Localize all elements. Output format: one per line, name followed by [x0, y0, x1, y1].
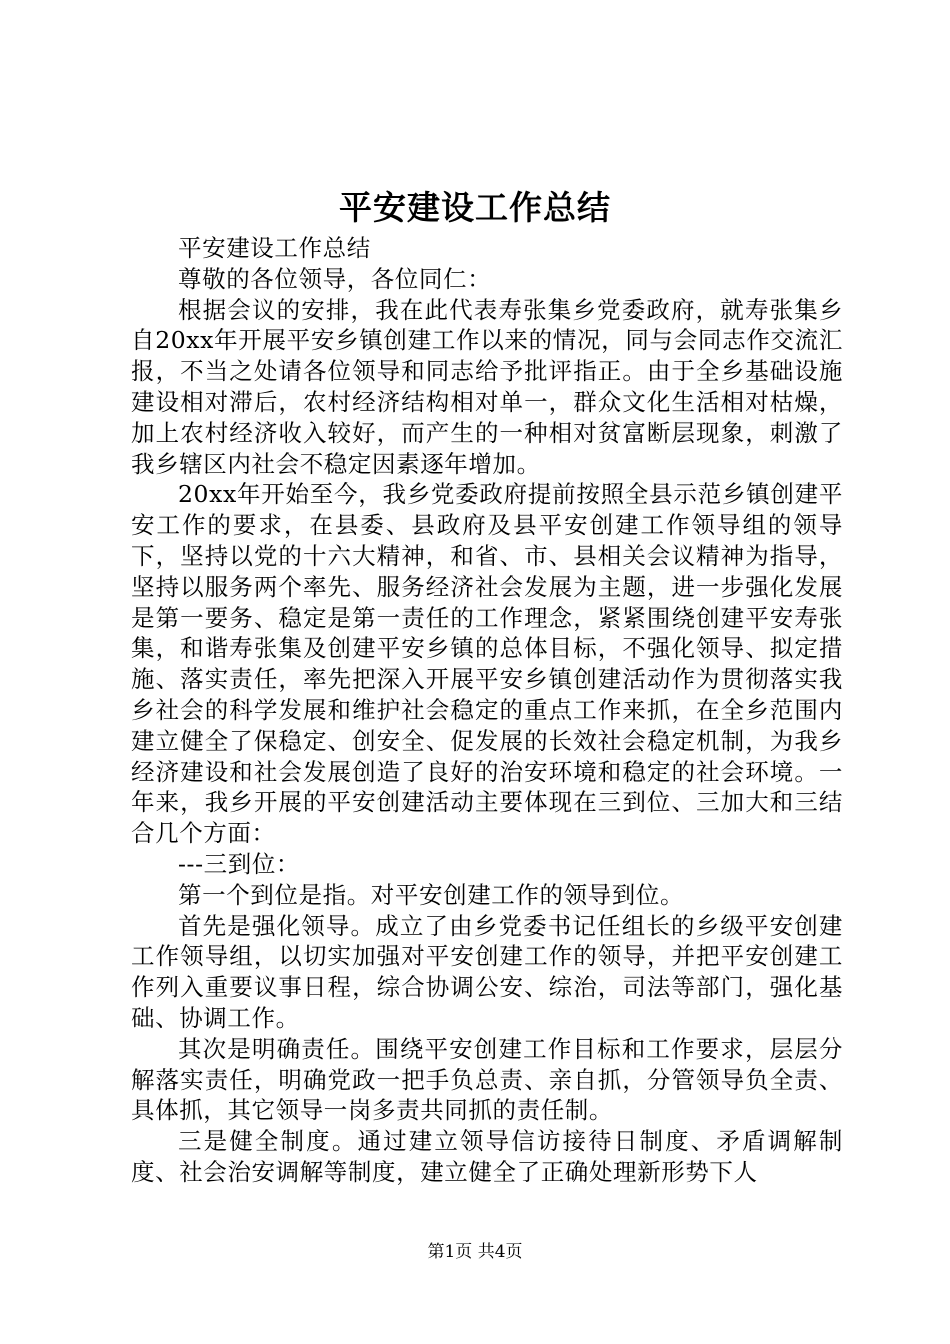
paragraph-system: 三是健全制度。通过建立领导信访接待日制度、矛盾调解制度、社会治安调解等制度，建立健全了正确处理新形势下人 — [131, 1127, 843, 1186]
paragraph-section-heading: ---三到位： — [178, 849, 301, 878]
paragraph-first-point: 第一个到位是指。对平安创建工作的领导到位。 — [178, 880, 685, 909]
paragraph-salutation: 尊敬的各位领导，各位同仁： — [178, 264, 492, 293]
page-title: 平安建设工作总结 — [339, 188, 611, 227]
paragraph-subtitle: 平安建设工作总结 — [178, 234, 371, 262]
paragraph-leadership: 首先是强化领导。成立了由乡党委书记任组长的乡级平安创建工作领导组，以切实加强对平安创建工作的领导，并把平安创建工作列入重要议事日程，综合协调公安、综治，司法等部门，强化基础、协调工作。 — [131, 911, 843, 1032]
document-body — [131, 233, 843, 1188]
paragraph-overview: 20xx年开始至今，我乡党委政府提前按照全县示范乡镇创建平安工作的要求，在县委、县政府及县平安创建工作领导组的领导下，坚持以党的十六大精神，和省、市、县相关会议精神为指导，坚持以服务两个率先、服务经济社会发展为主题，进一步强化发展是第一要务、稳定是第一责任的工作理念，紧紧围绕创建平安寿张集，和谐寿张集及创建平安乡镇的总体目标，不强化领导、拟定措施、落实责任，率先把深入开展平安乡镇创建活动作为贯彻落实我乡社会的科学发展和维护社会稳定的重点工作来抓，在全乡范围内建立健全了保稳定、创安全、促发展的长效社会稳定机制，为我乡经济建设和社会发展创造了良好的治安环境和稳定的社会环境。一年来，我乡开展的平安创建活动主要体现在三到位、三加大和三结合几个方面： — [131, 480, 843, 848]
paragraph-responsibility: 其次是明确责任。围绕平安创建工作目标和工作要求，层层分解落实责任，明确党政一把手负总责、亲自抓，分管领导负全责、具体抓，其它领导一岗多责共同抓的责任制。 — [131, 1034, 843, 1125]
paragraph-introduction: 根据会议的安排，我在此代表寿张集乡党委政府，就寿张集乡自20xx年开展平安乡镇创建工作以来的情况，同与会同志作交流汇报，不当之处请各位领导和同志给予批评指正。由于全乡基础设施建设相对滞后，农村经济结构相对单一，群众文化生活相对枯燥，加上农村经济收入较好，而产生的一种相对贫富断层现象，刺激了我乡辖区内社会不稳定因素逐年增加。 — [131, 295, 843, 478]
page-number: 第1页 共4页 — [427, 1242, 523, 1262]
page-footer — [0, 1240, 950, 1264]
